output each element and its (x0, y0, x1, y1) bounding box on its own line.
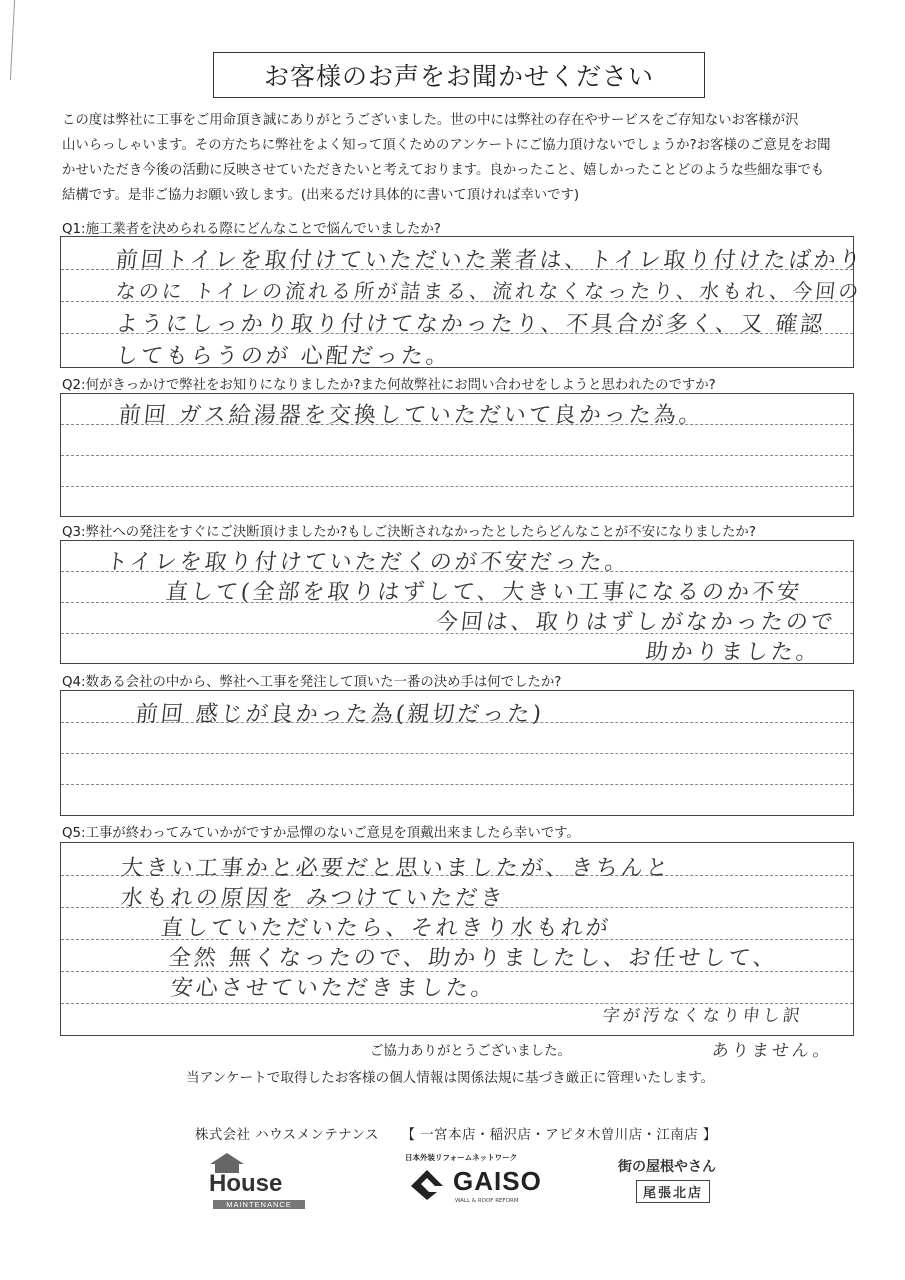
page-edge (0, 0, 15, 80)
handwritten-answer: ようにしっかり取り付けてなかったり、不具合が多く、又 確認 (114, 312, 827, 337)
handwritten-answer: 水もれの原因を みつけていただき (119, 886, 507, 911)
handwritten-answer: 直していただいたら、それきり水もれが (159, 916, 613, 941)
answer-box-5 (60, 842, 854, 1036)
privacy-notice: 当アンケートで取得したお客様の個人情報は関係法規に基づき厳正に管理いたします。 (186, 1070, 715, 1086)
intro-line: この度は弊社に工事をご用命頂き誠にありがとうございました。世の中には弊社の存在やサービスをご存知ないお客様が沢 (62, 113, 799, 128)
handwritten-answer: 直して(全部を取りはずして、大きい工事になるのか不安 (164, 580, 804, 605)
handwritten-answer: 前回トイレを取付けていただいた業者は、トイレ取り付けたばかり (114, 248, 865, 273)
question-2: Q2:何がきっかけで弊社をお知りになりましたか?また何故弊社にお問い合わせをしようと思われたのですか? (62, 378, 716, 393)
answer-box-1 (60, 236, 865, 369)
handwritten-answer: してもらうのが 心配だった。 (114, 344, 453, 369)
answer-box-2 (60, 393, 854, 517)
handwritten-answer: トイレを取り付けていただくのが不安だった。 (104, 550, 632, 575)
answer-box-3 (60, 540, 854, 664)
house-maintenance-logo: House MAINTENANCE (207, 1152, 309, 1216)
handwritten-answer: 全然 無くなったので、助かりましたし、お任せして、 (167, 946, 780, 971)
handwritten-answer: 安心させていただきました。 (169, 976, 498, 1001)
question-3: Q3:弊社への発注をすぐにご決断頂けましたか?もしご決断されなかったとしたらどんなことが不安になりましたか? (62, 525, 756, 540)
answer-box-4 (60, 690, 854, 816)
question-1: Q1:施工業者を決められる際にどんなことで悩んでいましたか? (62, 222, 441, 237)
question-4: Q4:数ある会社の中から、弊社へ工事を発注して頂いた一番の決め手は何でしたか? (62, 675, 562, 690)
store-list: 【 一宮本店・稲沢店・アピタ木曽川店・江南店 】 (401, 1128, 717, 1143)
question-5: Q5:工事が終わってみていかがですか忌憚のないご意見を頂戴出来ましたら幸いです。 (62, 826, 580, 841)
handwritten-answer: なのに トイレの流れる所が詰まる、流れなくなったり、水もれ、今回の (114, 279, 863, 303)
thanks-text: ご協力ありがとうございました。 (370, 1044, 571, 1059)
gaiso-mark-icon (407, 1166, 451, 1202)
handwritten-answer: 今回は、取りはずしがなかったので (434, 610, 838, 635)
handwritten-note: 字が汚なくなり申し訳 (601, 1006, 804, 1026)
intro-line: 山いらっしゃいます。その方たちに弊社をよく知って頂くためのアンケートにご協力頂けないでしょうか?お客様のご意見をお聞 (62, 138, 831, 153)
machi-no-yaneya-logo: 街の屋根やさん 尾張北店 (618, 1159, 716, 1201)
handwritten-answer: 前回 ガス給湯器を交換していただいて良かった為。 (117, 403, 706, 428)
gaiso-logo: 日本外装リフォームネットワーク GAISO WALL & ROOF REFORM (405, 1153, 542, 1204)
handwritten-answer: 助かりました。 (644, 640, 823, 665)
intro-line: 結構です。是非ご協力お願い致します。(出来るだけ具体的に書いて頂ければ幸いです) (62, 188, 580, 203)
page-title: お客様のお声をお聞かせください (213, 52, 705, 98)
intro-line: かせいただき今後の活動に反映させていただきたいと考えております。良かったこと、嬉しかったことどのような些細な事でも (62, 163, 825, 178)
company-info (195, 1124, 717, 1143)
handwritten-answer: 大きい工事かと必要だと思いましたが、きちんと (119, 856, 673, 881)
intro-text (62, 108, 852, 208)
handwritten-answer: 前回 感じが良かった為(親切だった) (134, 702, 546, 727)
company-name: 株式会社 ハウスメンテナンス (195, 1128, 379, 1143)
handwritten-note: ありません。 (710, 1041, 834, 1061)
